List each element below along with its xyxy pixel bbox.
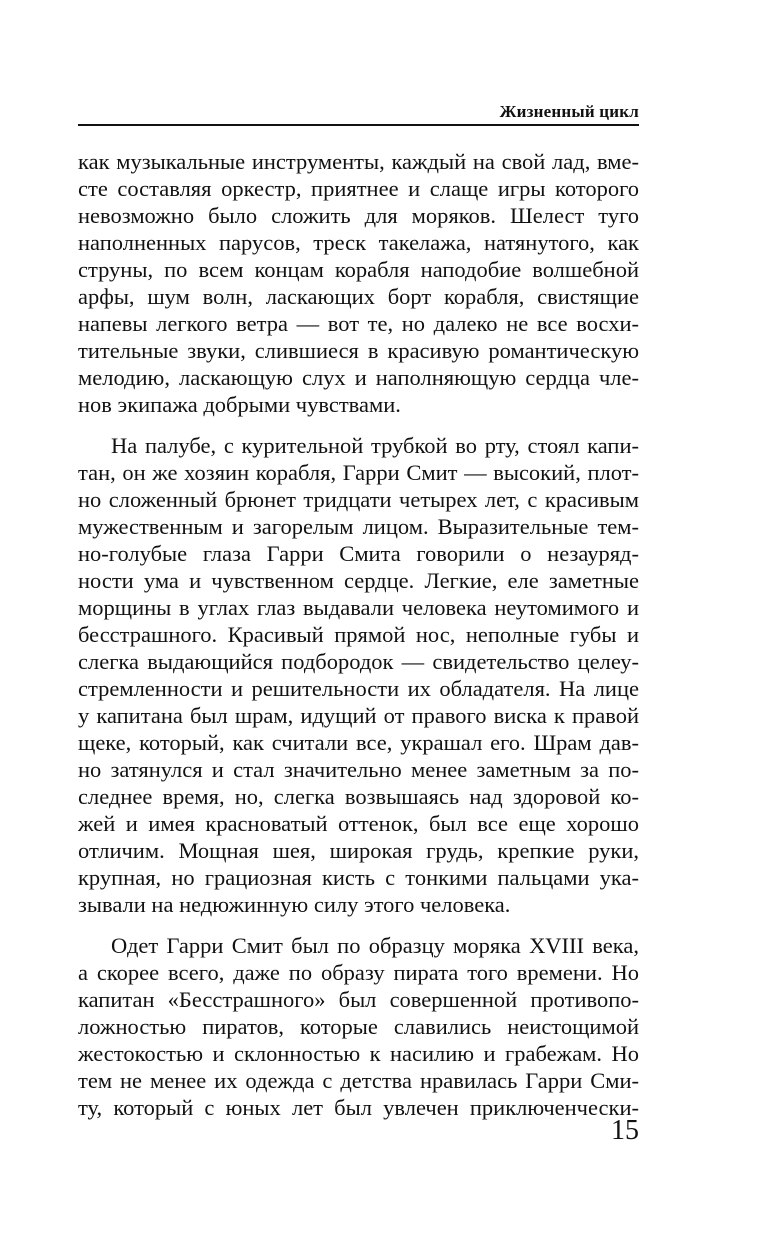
text-line: слегка выдающийся подбородок — свидетельство целеу- <box>78 649 639 674</box>
text-line: жестокостью и склонностью к насилию и грабежам. Но <box>78 1041 639 1066</box>
paragraph-1 <box>78 148 639 418</box>
text-line: отличим. Мощная шея, широкая грудь, крепкие руки, <box>78 838 639 863</box>
text-line: зывали на недюжинную силу этого человека. <box>78 892 511 917</box>
text-line: бесстрашного. Красивый прямой нос, неполные губы и <box>78 622 639 647</box>
text-line: наполненных парусов, треск такелажа, натянутого, как <box>78 230 639 255</box>
text-line: струны, по всем концам корабля наподобие волшебной <box>78 257 639 282</box>
text-line: мужественным и загорелым лицом. Выразительные тем- <box>78 514 639 539</box>
text-line: арфы, шум волн, ласкающих борт корабля, свистящие <box>78 284 639 309</box>
text-line: жей и имея красноватый оттенок, был все еще хорошо <box>78 811 639 836</box>
text-line: На палубе, с курительной трубкой во рту, стоял капи- <box>111 433 639 458</box>
page-number: 15 <box>611 1115 639 1146</box>
text-line: но сложенный брюнет тридцати четырех лет, с красивым <box>78 487 639 512</box>
text-line: морщины в углах глаз выдавали человека неутомимого и <box>78 595 639 620</box>
text-line: у капитана был шрам, идущий от правого виска к правой <box>78 703 639 728</box>
text-line: сте составляя оркестр, приятнее и слаще игры которого <box>78 176 639 201</box>
text-line: как музыкальные инструменты, каждый на свой лад, вме- <box>78 149 639 174</box>
header-rule <box>78 124 639 126</box>
text-line: ту, который с юных лет был увлечен приключенчески- <box>78 1095 639 1120</box>
text-line: а скорее всего, даже по образу пирата того времени. Но <box>78 960 639 985</box>
paragraph-3 <box>78 932 639 1121</box>
text-line: но-голубые глаза Гарри Смита говорили о незауряд- <box>78 541 639 566</box>
text-line: крупная, но грациозная кисть с тонкими пальцами ука- <box>78 865 639 890</box>
text-line: нов экипажа добрыми чувствами. <box>78 392 401 417</box>
text-line: мелодию, ласкающую слух и наполняющую сердца чле- <box>78 365 639 390</box>
text-line: ности ума и чувственном сердце. Легкие, еле заметные <box>78 568 639 593</box>
text-line: тительные звуки, слившиеся в красивую романтическую <box>78 338 639 363</box>
text-line: следнее время, но, слегка возвышаясь над здоровой ко- <box>78 784 639 809</box>
text-line: капитан «Бесстрашного» был совершенной противопо- <box>78 987 639 1012</box>
text-line: напевы легкого ветра — вот те, но далеко не все восхи- <box>78 311 639 336</box>
text-line: стремленности и решительности их обладателя. На лице <box>78 676 639 701</box>
text-line: ложностью пиратов, которые славились неистощимой <box>78 1014 639 1039</box>
text-line: тан, он же хозяин корабля, Гарри Смит — высокий, плот- <box>78 460 639 485</box>
paragraph-gap <box>78 918 639 932</box>
paragraph-gap <box>78 418 639 432</box>
text-line: Одет Гарри Смит был по образцу моряка XVIII века, <box>111 933 639 958</box>
body-text <box>78 148 639 1121</box>
text-line: но затянулся и стал значительно менее заметным за по- <box>78 757 639 782</box>
paragraph-2 <box>78 432 639 918</box>
running-head: Жизненный цикл <box>499 102 639 121</box>
text-line: тем не менее их одежда с детства нравилась Гарри Сми- <box>78 1068 639 1093</box>
text-line: щеке, который, как считали все, украшал его. Шрам дав- <box>78 730 639 755</box>
text-line: невозможно было сложить для моряков. Шелест туго <box>78 203 639 228</box>
